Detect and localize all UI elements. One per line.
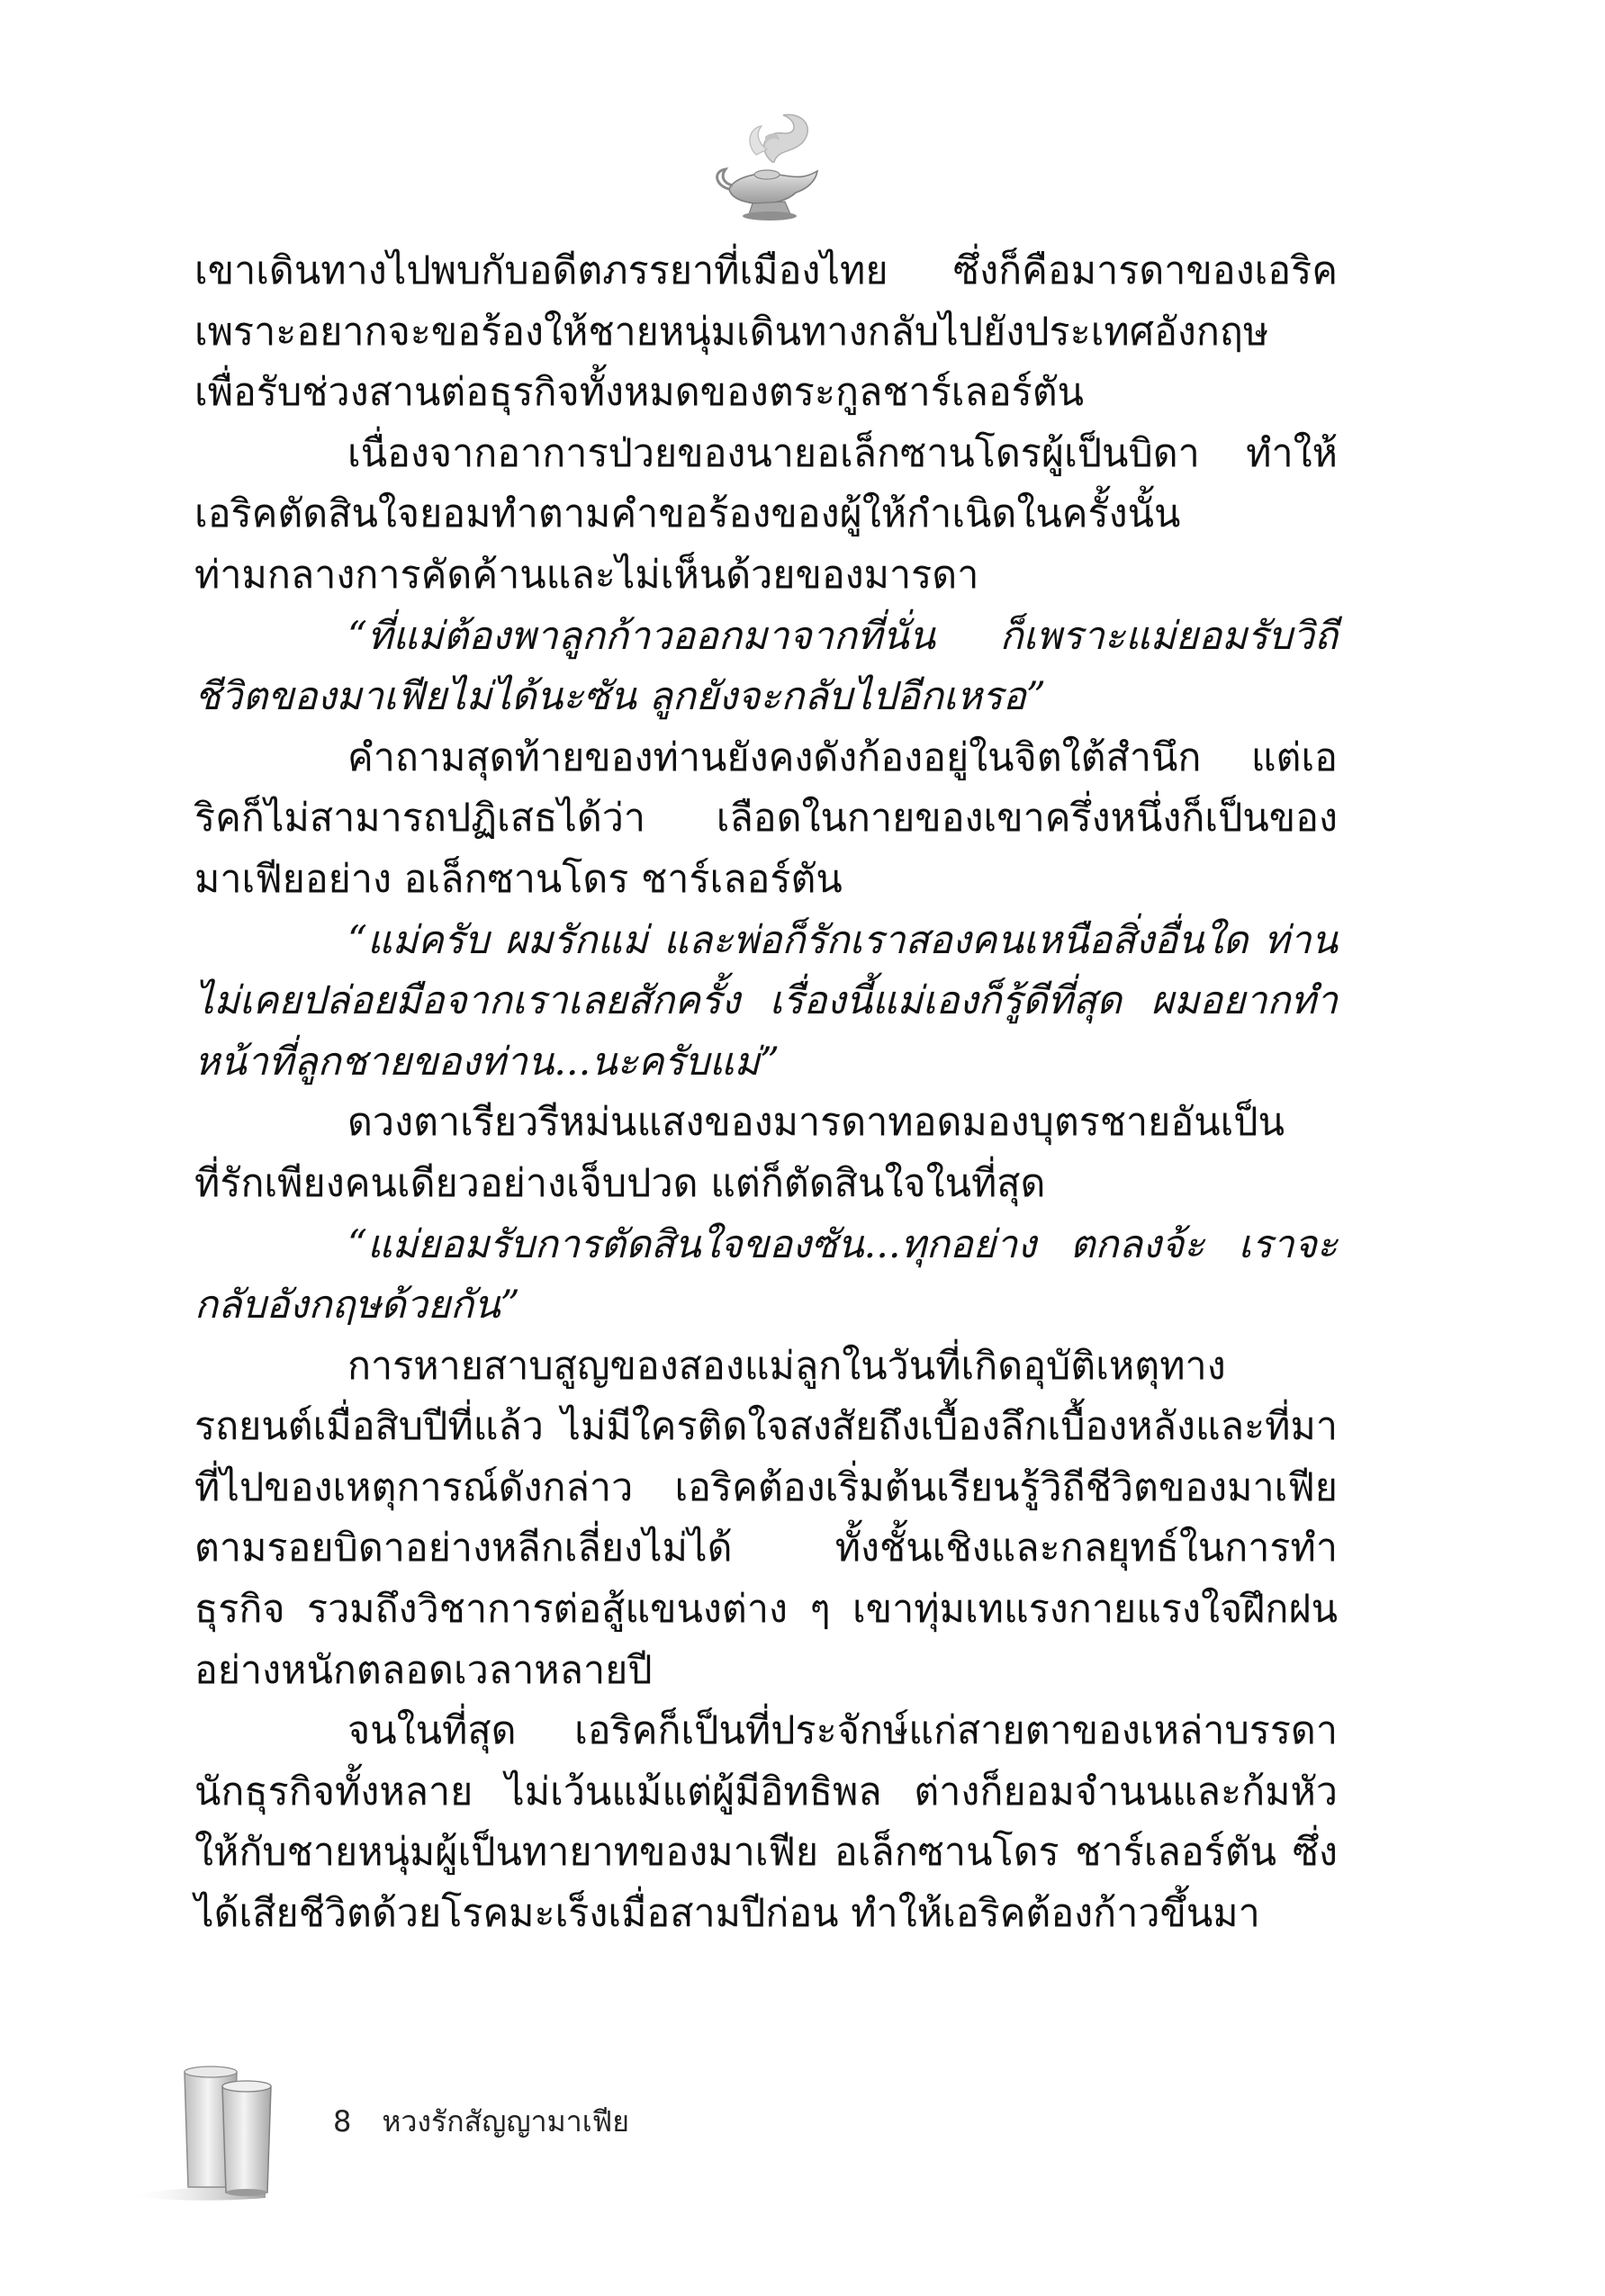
dialogue-paragraph: “แม่ครับ ผมรักแม่ และพ่อก็รักเราสองคนเหนือสิ่งอื่นใด ท่านไม่เคยปล่อยมือจากเราเลยสักครั้ง เรื่องนี้แม่เองก็รู้ดีที่สุด ผมอยากทำหน้าที่ลูกชายของท่าน...นะครับแม่” [194, 917, 1338, 1085]
chapter-body [194, 241, 1338, 1945]
page-footer [333, 2099, 629, 2144]
paragraph: คำถามสุดท้ายของท่านยังคงดังก้องอยู่ในจิตใต้สำนึก แต่เอริคก็ไม่สามารถปฏิเสธได้ว่า เลือดในกายของเขาครึ่งหนึ่งก็เป็นของมาเฟียอย่าง อเล็กซานโดร ชาร์เลอร์ตัน [194, 734, 1338, 902]
page-number: 8 [333, 2104, 352, 2138]
book-title: หวงรักสัญญามาเฟีย [382, 2103, 630, 2138]
milk-glasses-icon [122, 2052, 320, 2205]
paragraph: จนในที่สุด เอริคก็เป็นที่ประจักษ์แก่สายตาของเหล่าบรรดานักธุรกิจทั้งหลาย ไม่เว้นแม้แต่ผู้มีอิทธิพล ต่างก็ยอมจำนนและก้มหัวให้กับชายหนุ่มผู้เป็นทายาทของมาเฟีย อเล็กซานโดร ชาร์เลอร์ตัน ซึ่งได้เสียชีวิตด้วยโรคมะเร็งเมื่อสามปีก่อน ทำให้เอริคต้องก้าวขึ้นมา [194, 1708, 1338, 1937]
dialogue-paragraph: “ที่แม่ต้องพาลูกก้าวออกมาจากที่นั่น ก็เพราะแม่ยอมรับวิถีชีวิตของมาเฟียไม่ได้นะซัน ลูกยังจะกลับไปอีกเหรอ” [194, 613, 1338, 720]
paragraph: การหายสาบสูญของสองแม่ลูกในวันที่เกิดอุบัติเหตุทางรถยนต์เมื่อสิบปีที่แล้ว ไม่มีใครติดใจสงสัยถึงเบื้องลึกเบื้องหลังและที่มาที่ไปของเหตุการณ์ดังกล่าว เอริคต้องเริ่มต้นเรียนรู้วิถีชีวิตของมาเฟียตามรอยบิดาอย่างหลีกเลี่ยงไม่ได้ ทั้งชั้นเชิงและกลยุทธ์ในการทำธุรกิจ รวมถึงวิชาการต่อสู้แขนงต่าง ๆ เขาทุ่มเทแรงกายแรงใจฝึกฝนอย่างหนักตลอดเวลาหลายปี [194, 1343, 1338, 1693]
genie-lamp-icon [702, 99, 837, 234]
paragraph: เขาเดินทางไปพบกับอดีตภรรยาที่เมืองไทย ซึ่งก็คือมารดาของเอริค เพราะอยากจะขอร้องให้ชายหนุ่มเดินทางกลับไปยังประเทศอังกฤษ เพื่อรับช่วงสานต่อธุรกิจทั้งหมดของตระกูลชาร์เลอร์ตัน [194, 248, 1338, 416]
dialogue-paragraph: “แม่ยอมรับการตัดสินใจของซัน...ทุกอย่าง ตกลงจ้ะ เราจะกลับอังกฤษด้วยกัน” [194, 1221, 1338, 1328]
paragraph: เนื่องจากอาการป่วยของนายอเล็กซานโดรผู้เป็นบิดา ทำให้เอริคตัดสินใจยอมทำตามคำขอร้องของผู้ให้กำเนิดในครั้งนั้น ท่ามกลางการคัดค้านและไม่เห็นด้วยของมารดา [194, 430, 1338, 598]
paragraph: ดวงตาเรียวรีหม่นแสงของมารดาทอดมองบุตรชายอันเป็นที่รักเพียงคนเดียวอย่างเจ็บปวด แต่ก็ตัดสินใจในที่สุด [194, 1100, 1285, 1206]
